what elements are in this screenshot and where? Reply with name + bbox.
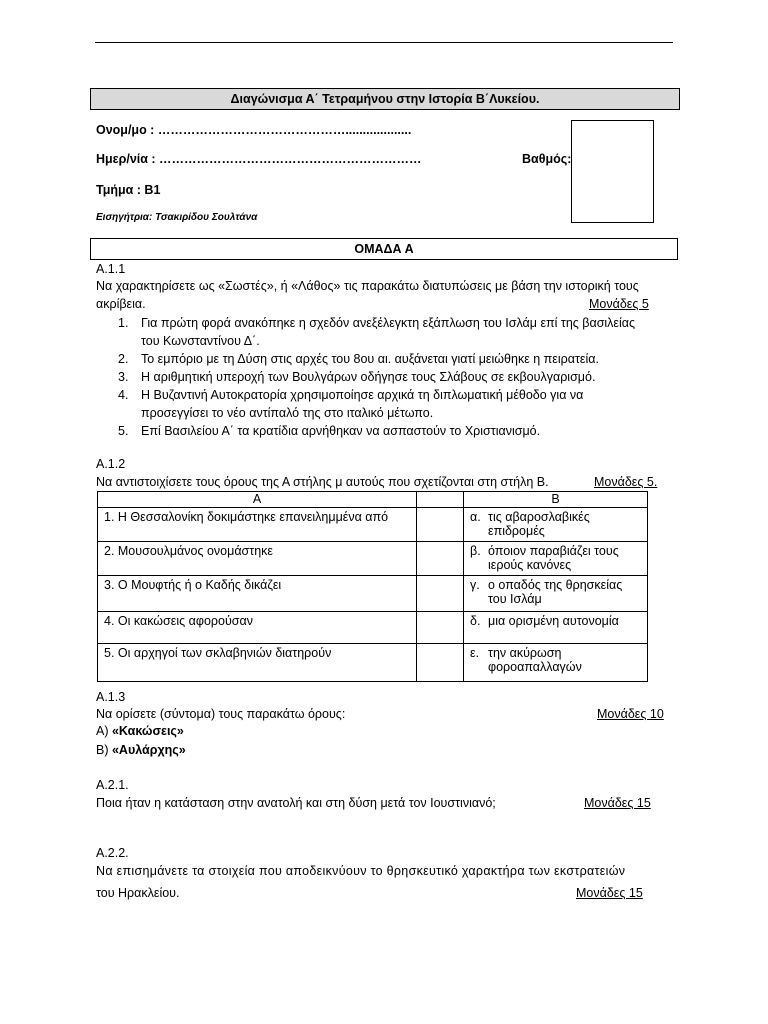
col-b-letter: γ. — [470, 578, 480, 592]
a11-item-continuation: του Κωνσταντίνου Δ΄. — [141, 334, 260, 348]
col-a-cell: 5. Οι αρχηγοί των σκλαβηνιών διατηρούν — [98, 644, 417, 682]
grade-box — [571, 120, 654, 223]
a13-term-a — [96, 724, 184, 738]
a13-term-b — [96, 743, 186, 757]
top-rule — [95, 42, 673, 43]
matching-row — [98, 542, 648, 576]
col-a-cell: 2. Μουσουλμάνος ονομάστηκε — [98, 542, 417, 576]
col-b-cell — [464, 644, 648, 682]
a21-prompt: Ποια ήταν η κατάσταση στην ανατολή και στη δύση μετά τον Ιουστινιανό; — [96, 796, 496, 810]
a11-item — [116, 386, 676, 422]
col-b-text: μια ορισμένη αυτονομία — [488, 614, 619, 628]
name-field: Ονομ/μο : ………………………………………................... — [96, 123, 412, 137]
col-b-letter: α. — [470, 510, 481, 524]
col-b-header: Β — [464, 492, 648, 508]
a11-item-text: Η Βυζαντινή Αυτοκρατορία χρησιμοποίησε αρχικά τη διπλωματική μέθοδο για να — [141, 388, 584, 402]
col-a-cell: 1. Η Θεσσαλονίκη δοκιμάστηκε επανειλημμένα από — [98, 508, 417, 542]
a12-marks: Μονάδες 5. — [594, 475, 658, 489]
col-b-letter: β. — [470, 544, 481, 558]
a11-item-number: 4. — [118, 388, 129, 402]
col-b-text: ο οπαδός της θρησκείας του Ισλάμ — [488, 578, 623, 606]
a11-item-text: Επί Βασιλείου Α΄ τα κρατίδια αρνήθηκαν να ασπαστούν το Χριστιανισμό. — [141, 424, 541, 438]
col-b-text: την ακύρωση φοροαπαλλαγών — [488, 646, 582, 674]
a11-item — [116, 350, 676, 368]
a13-term-b-prefix: Β) — [96, 743, 112, 757]
exam-title: Διαγώνισμα Α΄ Τετραμήνου στην Ιστορία Β΄Λυκείου. — [90, 88, 680, 110]
col-b-text: όποιον παραβιάζει τους ιερούς κανόνες — [488, 544, 619, 572]
a21-marks: Μονάδες 15 — [584, 796, 651, 810]
a11-item — [116, 368, 676, 386]
col-a-cell: 3. Ο Μουφτής ή ο Καδής δικάζει — [98, 576, 417, 612]
a11-item-text: Το εμπόριο με τη Δύση στις αρχές του 8ου αι. αυξάνεται γιατί μειώθηκε η πειρατεία. — [141, 352, 599, 366]
answer-cell — [417, 542, 464, 576]
a11-item-number: 3. — [118, 370, 129, 384]
col-b-letter: ε. — [470, 646, 480, 660]
answer-cell — [417, 508, 464, 542]
a12-prompt: Να αντιστοιχίσετε τους όρους της Α στήλης μ αυτούς που σχετίζονται στη στήλη Β. — [96, 475, 549, 489]
class-field: Τμήμα : Β1 — [96, 183, 161, 197]
a11-label: Α.1.1 — [96, 262, 126, 276]
a11-prompt-line1: Να χαρακτηρίσετε ως «Σωστές», ή «Λάθος» τις παρακάτω διατυπώσεις με βάση την ιστορική τους — [96, 279, 639, 293]
matching-row — [98, 612, 648, 644]
col-b-text: τις αβαροσλαβικές επιδρομές — [488, 510, 590, 538]
a22-prompt-line2: του Ηρακλείου. — [96, 886, 180, 900]
answer-cell — [417, 644, 464, 682]
date-field: Ημερ/νία : ……………………………………………………… — [96, 152, 422, 166]
answer-cell — [417, 576, 464, 612]
matching-table-wrap — [97, 491, 648, 682]
col-b-cell — [464, 508, 648, 542]
col-b-cell — [464, 576, 648, 612]
a11-item — [116, 422, 676, 440]
a11-item — [116, 314, 676, 350]
a11-item-number: 1. — [118, 316, 129, 330]
a11-item-text: Η αριθμητική υπεροχή των Βουλγάρων οδήγησε τους Σλάβους σε εκβουλγαρισμό. — [141, 370, 596, 384]
a11-prompt-line2: ακρίβεια. — [96, 297, 146, 311]
a22-marks: Μονάδες 15 — [576, 886, 643, 900]
col-b-cell — [464, 542, 648, 576]
matching-row — [98, 508, 648, 542]
answer-cell — [417, 612, 464, 644]
a11-item-number: 2. — [118, 352, 129, 366]
a11-item-continuation: προσεγγίσει το νέο αντίπαλό της στο ιταλικό μέτωπο. — [141, 406, 434, 420]
col-a-cell: 4. Οι κακώσεις αφορούσαν — [98, 612, 417, 644]
matching-table — [97, 491, 648, 682]
a13-label: Α.1.3 — [96, 690, 126, 704]
a13-prompt: Να ορίσετε (σύντομα) τους παρακάτω όρους: — [96, 707, 346, 721]
group-title: ΟΜΑΔΑ Α — [90, 238, 678, 260]
a12-label: Α.1.2 — [96, 457, 126, 471]
a11-list — [116, 314, 676, 440]
col-a-header: Α — [98, 492, 417, 508]
a13-term-b-text: «Αυλάρχης» — [111, 743, 186, 757]
a21-label: Α.2.1. — [96, 778, 129, 792]
a11-item-number: 5. — [118, 424, 129, 438]
col-b-cell — [464, 612, 648, 644]
a22-prompt-line1: Να επισημάνετε τα στοιχεία που αποδεικνύουν το θρησκευτικό χαρακτήρα των εκστρατειών — [96, 864, 626, 878]
col-blank-header — [417, 492, 464, 508]
teacher-name: Εισηγήτρια: Τσακιρίδου Σουλτάνα — [96, 212, 258, 223]
a13-term-a-text: «Κακώσεις» — [111, 724, 184, 738]
matching-row — [98, 576, 648, 612]
a22-label: Α.2.2. — [96, 846, 129, 860]
a13-marks: Μονάδες 10 — [597, 707, 664, 721]
a13-term-a-prefix: Α) — [96, 724, 112, 738]
matching-row — [98, 644, 648, 682]
grade-label: Βαθμός: — [522, 152, 572, 166]
col-b-letter: δ. — [470, 614, 481, 628]
a11-item-text: Για πρώτη φορά ανακόπηκε η σχεδόν ανεξέλεγκτη εξάπλωση του Ισλάμ επί της βασιλείας — [141, 316, 636, 330]
a11-marks: Μονάδες 5 — [589, 297, 649, 311]
